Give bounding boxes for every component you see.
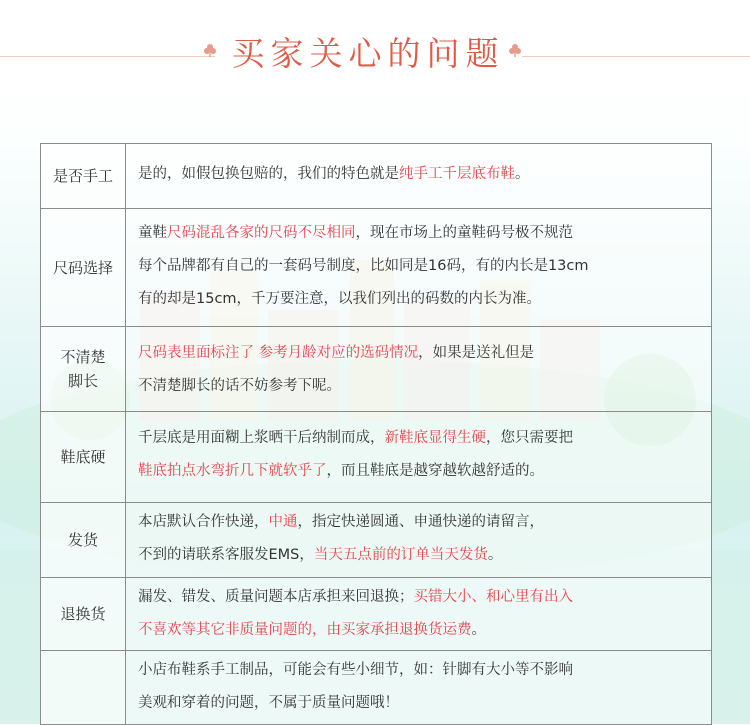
faq-label [40,651,126,724]
faq-answer [126,209,712,326]
faq-row-size [40,209,712,327]
answer-line: 尺码表里面标注了 参考月龄对应的选码情况，如果是送礼但是 [138,345,535,361]
answer-line: 每个品牌都有自己的一套码号制度，比如同是16码，有的内长是13cm [138,258,589,274]
answer-line: 千层底是用面糊上浆晒干后纳制而成，新鞋底显得生硬，您只需要把 [138,430,573,446]
faq-label: 是否手工 [40,144,126,208]
header-banner [0,0,750,96]
faq-table [40,143,712,725]
answer-line: 美观和穿着的问题，不属于质量问题哦！ [138,695,399,711]
faq-label: 退换货 [40,578,126,650]
answer-line: 不到的请联系客服发EMS，当天五点前的订单当天发货。 [138,547,503,563]
answer-line: 不清楚脚长的话不妨参考下呢。 [138,378,341,394]
faq-answer [126,651,712,724]
header-divider-right [522,56,750,57]
faq-row-shipping [40,503,712,578]
answer-line: 有的却是15cm，千万要注意，以我们列出的码数的内长为准。 [138,291,542,307]
faq-answer [126,144,712,208]
faq-label: 不清楚脚长 [40,327,126,411]
faq-row-note [40,651,712,725]
club-icon-right [508,43,522,57]
faq-row-returns [40,578,712,651]
answer-line: 是的，如假包换包赔的，我们的特色就是纯手工千层底布鞋。 [138,166,530,182]
faq-label: 尺码选择 [40,209,126,326]
faq-row-handmade [40,144,712,209]
header-divider-left [0,56,215,57]
faq-label: 鞋底硬 [40,412,126,502]
faq-label: 发货 [40,503,126,577]
faq-row-foot-length [40,327,712,412]
answer-line: 鞋底拍点水弯折几下就软乎了，而且鞋底是越穿越软越舒适的。 [138,463,544,479]
faq-answer [126,503,712,577]
answer-line: 不喜欢等其它非质量问题的，由买家承担退换货运费。 [138,622,486,638]
answer-line: 小店布鞋系手工制品，可能会有些小细节，如：针脚有大小等不影响 [138,662,573,678]
faq-answer [126,578,712,650]
page-title: 买家关心的问题 [231,34,505,73]
faq-answer [126,327,712,411]
faq-answer [126,412,712,502]
answer-line: 漏发、错发、质量问题本店承担来回退换；买错大小、和心里有出入 [138,589,573,605]
answer-line: 童鞋尺码混乱各家的尺码不尽相同，现在市场上的童鞋码号极不规范 [138,225,573,241]
answer-line: 本店默认合作快递，中通，指定快递圆通、申通快递的请留言， [138,514,544,530]
faq-row-hard-sole [40,412,712,503]
club-icon-left [203,43,217,57]
